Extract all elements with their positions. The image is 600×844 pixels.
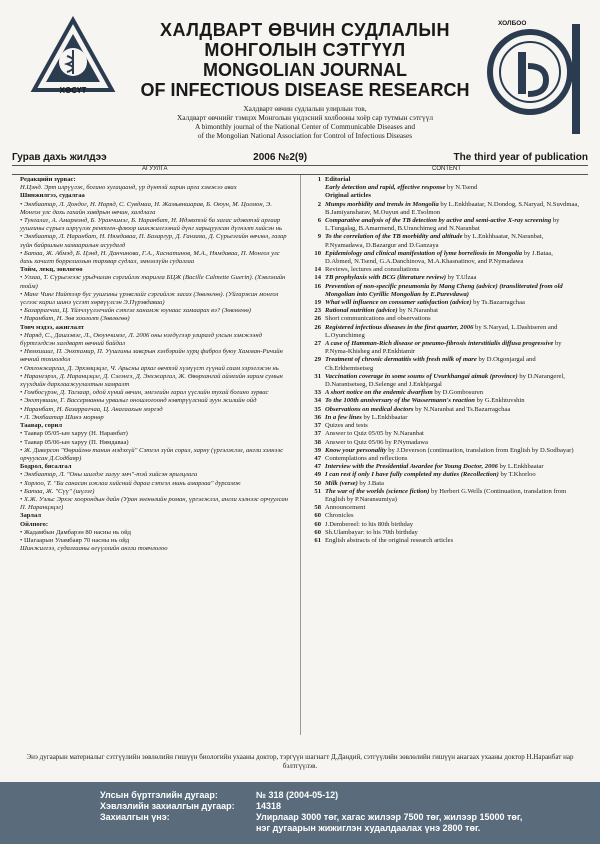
contents-entry <box>307 266 579 274</box>
entry-text: Reviews, lectures and consultations <box>325 266 420 274</box>
subscription-number-value: 14318 <box>256 801 282 811</box>
section-heading: Зарлал <box>20 512 42 520</box>
entry-text: J.Dembereel: to his 80th birthday <box>325 520 414 528</box>
section-heading: Ойлпого: <box>20 520 49 528</box>
contents-entry <box>307 397 579 405</box>
section-heading: Таавар, сорил <box>20 422 63 430</box>
contents-entry <box>307 233 579 249</box>
issue-year-mn: Гурав дахь жилдээ <box>12 151 107 163</box>
entry-text: Announcement <box>325 504 366 512</box>
contents-entry: • Шагаарын Уламбаяр 70 насны нь ойд <box>20 536 130 544</box>
journal-title <box>130 20 480 100</box>
association-logo <box>486 14 586 144</box>
contents-entry <box>307 422 579 430</box>
entry-text: Know your personality by J.Deverson (continuation, translation from English by D.Sodbayar) <box>325 446 574 454</box>
column-headings <box>12 165 588 175</box>
contents-entry <box>307 521 579 529</box>
logo-right-label: ХОЛБОО <box>498 20 527 27</box>
page-number: 35 <box>314 405 321 413</box>
single-issue-price-value: нэг дугаарын жижиглэн худалдаалах үнэ 2800 төг. <box>256 823 481 833</box>
entry-text: Treatment of chronic dermatitis with fresh milk of mare by D.Otgonjargal and Ch.Erkhemtsetseg <box>325 356 536 372</box>
contents-entry <box>307 537 579 545</box>
entry-text: Original articles <box>325 192 371 200</box>
entry-text: Mumps morbidity and trends in Mongolia by L.Enkhbaatar, N.Dondog, S.Naryad, N.Suvdmaa, B.Jamiyansharav, M.Ouyun and E.Tsolmon <box>325 200 579 216</box>
contents-entry <box>307 480 579 488</box>
contents-entry: • Л. Энхбаатар Шинэ морнөр <box>20 413 104 421</box>
contents-entry <box>307 307 579 315</box>
entry-text: In a few lines by L.Enkhbaatar <box>325 413 408 421</box>
contents-entry: • Батаа, Ж. "Сүү" (шүлэг) <box>20 487 95 495</box>
journal-logo <box>30 16 116 96</box>
entry-text: Registered infectious diseases in the first quarter, 2006 by S.Naryad, L.Dashtseren and L.Oyunchimeg <box>325 323 558 339</box>
subtitle-line-1: Халдварт өвчин судлалын улирлын тов, <box>243 104 367 113</box>
entry-text: Answer to Quiz 05/06 by P.Nymadawa <box>325 438 428 446</box>
subscription-price-value: Улирлаар 3000 төг, хагас жилээр 7500 төг, жилээр 15000 төг, <box>256 812 523 822</box>
entry-text: Editorial Early detection and rapid, effective response by N.Tsend <box>325 176 478 192</box>
page-number: 26 <box>314 323 321 331</box>
contents-entry: • Тунгалаг, А. Амармэнд, Б. Уранчимэг, Б. Наранбат, Н. Идэвхтэй ба хагас идэвхтэй аргаар уушгины сүрьеэ илрүүлэх рентген-флюор шинжилгээний дүнг харьцуулсан дүгнэлт хийсэн нь <box>20 217 282 233</box>
contents-entry: • Батаа, Ж. Абмэд, Б. Цэнд, Н. Данчинова, Г.А., Хаснатинов, М.А., Нямдаваа, П. Монгол улс дахь хачигт боррелиозын тархвар судлал, эмнэлзүйн судалгаа <box>20 249 280 266</box>
subtitle-block <box>120 104 490 140</box>
entry-text: Observations on medical doctors by N.Naranbat and Ts.Bazarragchaa <box>325 405 511 413</box>
contents-entry: • Манг Чинг Нийтээр бус уушгины үрэвслийг сэргийлж засах (Зөвлөгөө). (Уйгаржин монгол үсгээс кирил шинэ үсгэт хөрвүүлсэн Э.Пүрэвдаваа) <box>20 290 279 307</box>
contents-entry: • Нямхишиг, П. Энхтамир, П. Уушгины завсрын хэлбэрийн хурц фиброз буюу Хамман-Ричийн өвчний тохиолдол <box>20 348 283 364</box>
subtitle-line-4: of the Mongolian National Association for Control of Infectious Diseases <box>197 131 413 140</box>
issue-year-en: The third year of publication <box>453 151 588 163</box>
contents-entry <box>307 529 579 537</box>
subscription-price-label: Захиалгын үнэ: <box>100 812 170 822</box>
entry-text: English abstracts of the original research articles <box>325 536 454 544</box>
page-number: 49 <box>314 471 321 479</box>
page-number: 6 <box>317 217 321 225</box>
entry-text: Contemplations and reflections <box>325 454 408 462</box>
subscription-number-label: Хэвлэлийн захиалгын дугаар: <box>100 801 235 811</box>
entry-text: What will influence on consumer satisfaction (advice) by Ts.Bazarragchaa <box>325 299 525 307</box>
page-number <box>307 192 321 200</box>
contents-entry <box>307 488 579 504</box>
contents-entry <box>307 373 579 389</box>
section-heading: Тойм, лекц, зөвлөгөө <box>20 266 83 274</box>
page-number: 1 <box>317 176 321 183</box>
page-number: 61 <box>314 536 321 544</box>
contents-entry: Шинжилгээ, судалгааны өгүүллийн англи товчлолоо <box>20 545 168 553</box>
page-number: 14 <box>314 266 321 274</box>
entry-text: A short notice on the endemic dwarfism by D.Gombosuren <box>325 389 484 397</box>
page-number: 27 <box>314 340 321 348</box>
subtitle-line-3: A bimonthly journal of the National Center of Communicable Diseases and <box>194 122 416 131</box>
entry-text: Prevention of non-specific pneumonia by Mang Cheng (advice) (transliterated from old Mongolian into Cyrillic Mongolian by E.Purevdawa) <box>325 282 563 298</box>
page-number: 60 <box>314 520 321 528</box>
page-number: 29 <box>314 356 321 364</box>
contents-entry: • Гомбосүрэн, Д. Тагзаар, одой хүний өвчин, эмгэгийн гарал үүслийн тухай богино зурвас <box>20 389 269 397</box>
entry-text: Rational nutrition (advice) by N.Naranbat <box>325 307 439 315</box>
contents-entry: • Жадамбын Дамбарэн 80 насны нь ойд <box>20 528 131 536</box>
contents-entry <box>307 176 579 192</box>
column-divider <box>300 175 301 735</box>
contents-entry <box>307 406 579 414</box>
page-number: 47 <box>314 463 321 471</box>
entry-text: A case of Hamman-Rich disease or pneumo-fibrosis interstitialis diffusa progressive by P.Nyma-Khisheg and P.Enkhtamir <box>325 340 562 356</box>
entry-text: Chronicles <box>325 512 354 520</box>
entry-text: The war of the worlds (science fiction) by Herbert G.Wells (Continuation, translation from English by P.Naransumiya) <box>325 487 567 503</box>
contents-entry <box>307 192 579 200</box>
title-line-1: ХАЛДВАРТ ӨВЧИН СУДЛАЛЫН <box>160 20 450 40</box>
section-heading: Редакцийн зүрвас: <box>20 176 76 183</box>
contents-entry <box>307 463 579 471</box>
section-heading: Товч мэдээ, ажиглалт <box>20 323 85 331</box>
contents-entry <box>307 274 579 282</box>
entry-text: Milk (verse) by J.Bata <box>325 479 384 487</box>
registration-label: Улсын бүртгэлийн дугаар: <box>100 790 218 800</box>
page-number: 38 <box>314 438 321 446</box>
page-number: 58 <box>314 504 321 512</box>
page-number: 16 <box>314 282 321 290</box>
title-line-3: MONGOLIAN JOURNAL <box>203 60 407 80</box>
page-number: 2 <box>317 200 321 208</box>
contents-entry <box>307 217 579 233</box>
contents-entry <box>307 389 579 397</box>
contents-entry <box>307 356 579 372</box>
entry-text: Comparative analysis of the TB detection by active and semi-active X-ray screening by L.Tungalag, B.Amarmend, B.Uranchimeg and N.Naranbat <box>325 217 560 233</box>
entry-text: Epidemiology and clinical manifestation of lyme borreliosis in Mongolia by J.Bataa, D.Abmed, N.Tsend, G.A.Danchinova, M.A.Khasnatinov, and P.Nymadawa <box>325 249 553 266</box>
logo-left-label: ХӨСҮТ <box>59 86 87 95</box>
contents-english <box>307 176 579 545</box>
page-number: 14 <box>314 274 321 282</box>
contents-entry <box>307 430 579 438</box>
contents-entry <box>307 414 579 422</box>
contents-entry <box>307 250 579 266</box>
entry-text: Vaccination coverage in some soums of Uvurkhangai aimak (province) by D.Narangerel, D.Narantsetseg, D.Selenge and J.Enkhjargal <box>325 372 565 389</box>
registration-value: № 318 (2004-05-12) <box>256 790 339 800</box>
contents-entry: • Улзаа, Т. Сүрьеэгээс урьдчилан сэргийлэх тарилга БЦЖ (Bacille Calmette Guerin). (Хэвлэлийн тойм) <box>20 274 286 290</box>
contents-entry <box>307 439 579 447</box>
page-number: 26 <box>314 315 321 323</box>
page-number: 60 <box>314 512 321 520</box>
contents-entry: • Нарангэрэл, Д. Наранцэцэг, Д. Сэлэнгэ, Д. Энхжаргал, Ж. Өвөрхангай аймгийн зарим сумын хүүхдийн дархлаажуулалтын хамралт <box>20 372 283 389</box>
page-number: 39 <box>314 446 321 454</box>
contents-entry: • Энхбаатар, Л. "Оны шилдэг залуу эмч"-тэй хийсэн ярилцлага <box>20 471 198 479</box>
contents-entry: • Наранбат, Н. Базаррагчаа, Ц. Анагаахын мэргэд <box>20 405 163 413</box>
entry-text: Sh.Ulambayar: to his 70th birthday <box>325 528 418 536</box>
page-number: 19 <box>314 299 321 307</box>
contents-entry: • Энхбаатар, Л. Наранбат, Н. Нямдаваа, П. Базаргур, Д. Ганзаяа, Д. Сүрьеэгийн өвчлөл, газар зүйн байршлын хамааралын асуудалд <box>20 233 287 249</box>
issue-bar <box>12 150 588 164</box>
contents-entry: • Отгонжаргал, Д. Эрхэмцэцэг, Ч. Арьсны архаг өвчтэй хүмүүст гүүний саам хэрэглэсэн нь <box>20 364 279 372</box>
title-line-4: OF INFECTIOUS DISEASE RESEARCH <box>140 80 470 100</box>
contents-entry <box>307 315 579 323</box>
contents-entry <box>307 340 579 356</box>
page-number: 37 <box>314 422 321 430</box>
contents-entry: • Базаррагчаа, Ц. Үйлчлүүлэгчийн сэтгэл ханамж юунаас хамаарах вэ? (Зөвлөгөө) <box>20 307 251 315</box>
page-number: 9 <box>317 233 321 241</box>
page-number: 47 <box>314 454 321 462</box>
publication-info-band <box>0 782 600 844</box>
entry-text: Interview with the Presidential Awardee for Young Doctor, 2006 by L.Enkhbaatar <box>325 463 544 471</box>
right-column-heading: CONTENT <box>432 166 461 172</box>
editor-note: Энэ дугаарын материалыг сэтгүүлийн зөвлөлийн гишүүн биологийн ухааны доктор, тэргүүн шагнагт Д.Дандий, сэтгүүлийн зөвлөлийн гишүүн анагаах ухааны доктор Н.Наранбат нар бэлтгүүлэв. <box>26 753 574 770</box>
contents-entry <box>307 504 579 512</box>
contents-entry <box>307 283 579 299</box>
subtitle-line-2: Халдварт өвчнийг тэмцэх Монголын үндэсний холбооны хоёр сар тутмын сэтгүүл <box>177 113 433 122</box>
section-heading: Шинжилгээ, судалгаа <box>20 192 85 200</box>
page-number: 37 <box>314 430 321 438</box>
contents-entry: • Х.Ж. Уэльс Эрхэс хоорондын дайн (Уран зөгнөлийн роман, үргэлжлэл, англи хэлнээс орчуулсан П. Наранцэцэг) <box>20 495 289 512</box>
entry-text: Answer to Quiz 05/05 by N.Naranbat <box>325 430 424 438</box>
publication-info-labels <box>100 790 235 823</box>
entry-text: To the correlation of the TB morbidity and altitude by L.Enkhbaatar, N.Naranbat, P.Nyamadawa, D.Bazargur and D.Ganzaya <box>325 233 544 249</box>
section-heading: Бодрол, бясалгал <box>20 463 72 471</box>
contents-entry: • Наряд, С., Дашзэвэг, Л., Оюунчимэг, Л. 2006 оны нэгдүгээр улиралд улсын хэмжээнд бүртгэгдсэн халдварт өвчний байдал <box>20 331 262 348</box>
contents-entry: • Ж. Диверсон "Өөрийгөө танин мэдэхүй" Сэтгэл зүйн сорил, харну (үргэлжлэл, англи хэлнээс орчуулсан Д.Содбаяр) <box>20 446 284 462</box>
page-number: 51 <box>314 487 321 495</box>
contents-entry: • Энхтүвшин, Г. Вассерманны урвалыг оношлогоонд нэвтрүүлсний зуун жилийн ойд <box>20 397 257 405</box>
page-number: 34 <box>314 397 321 405</box>
contents-entry <box>307 324 579 340</box>
page-number: 31 <box>314 372 321 380</box>
contents-entry <box>307 471 579 479</box>
contents-entry: • Наранбат, Н. Зөв хоололт (Зөвлөгөө) <box>20 315 130 323</box>
contents-entry <box>307 299 579 307</box>
contents-entry <box>307 512 579 520</box>
publication-info-values <box>256 790 522 834</box>
page-number: 50 <box>314 479 321 487</box>
page-number: 33 <box>314 389 321 397</box>
entry-text: Quizes and tests <box>325 422 368 430</box>
contents-entry: • Таавар 05/06-ын харуу (П. Нямдаваа) <box>20 438 129 446</box>
left-column-heading: АГУУЛГА <box>142 166 168 172</box>
page-number: 10 <box>314 249 321 257</box>
entry-text: I can rest if only I have fully completed my duties (Recollection) by T.Khorloo <box>325 471 536 479</box>
issue-number: 2006 №2(9) <box>253 151 308 163</box>
page-number: 36 <box>314 413 321 421</box>
title-line-2: МОНГОЛЫН СЭТГҮҮЛ <box>204 40 406 60</box>
entry-text: Short communications and observations <box>325 315 431 323</box>
contents-mongolian <box>20 176 292 553</box>
contents-entry: Н.Цэнд. Эрт илрүүлж, богино хугацаанд, үр дүнтэй харин арга хэмжээ авах <box>20 184 237 192</box>
contents-entry <box>307 201 579 217</box>
entry-text: To the 100th anniversary of the Wassermann's reaction by G.Enkhtuvshin <box>325 397 525 405</box>
contents-entry: • Хорлоо, Т. "Би санасан ажлаа хийсний дараа сэтгэл минь амарлаа" дурсамж <box>20 479 241 487</box>
contents-entry <box>307 447 579 455</box>
entry-text: TB prophylaxis with BCG (literature review) by T.Ulzaa <box>325 274 477 282</box>
contents-entry: • Энхбаатар, Л. Дондог, Н. Наряд, С. Сувдмаа, Н. Жамьяншарав, Б. Оюун, М. Цолмон, Э. Монгол улс дахь гахайн хавдрын өвчин, халдлага <box>20 200 272 216</box>
contents-entry: • Таавар 05/05-ын харуу (Н. Наранбат) <box>20 430 128 438</box>
contents-entry <box>307 455 579 463</box>
page-number: 23 <box>314 307 321 315</box>
page-number: 60 <box>314 528 321 536</box>
